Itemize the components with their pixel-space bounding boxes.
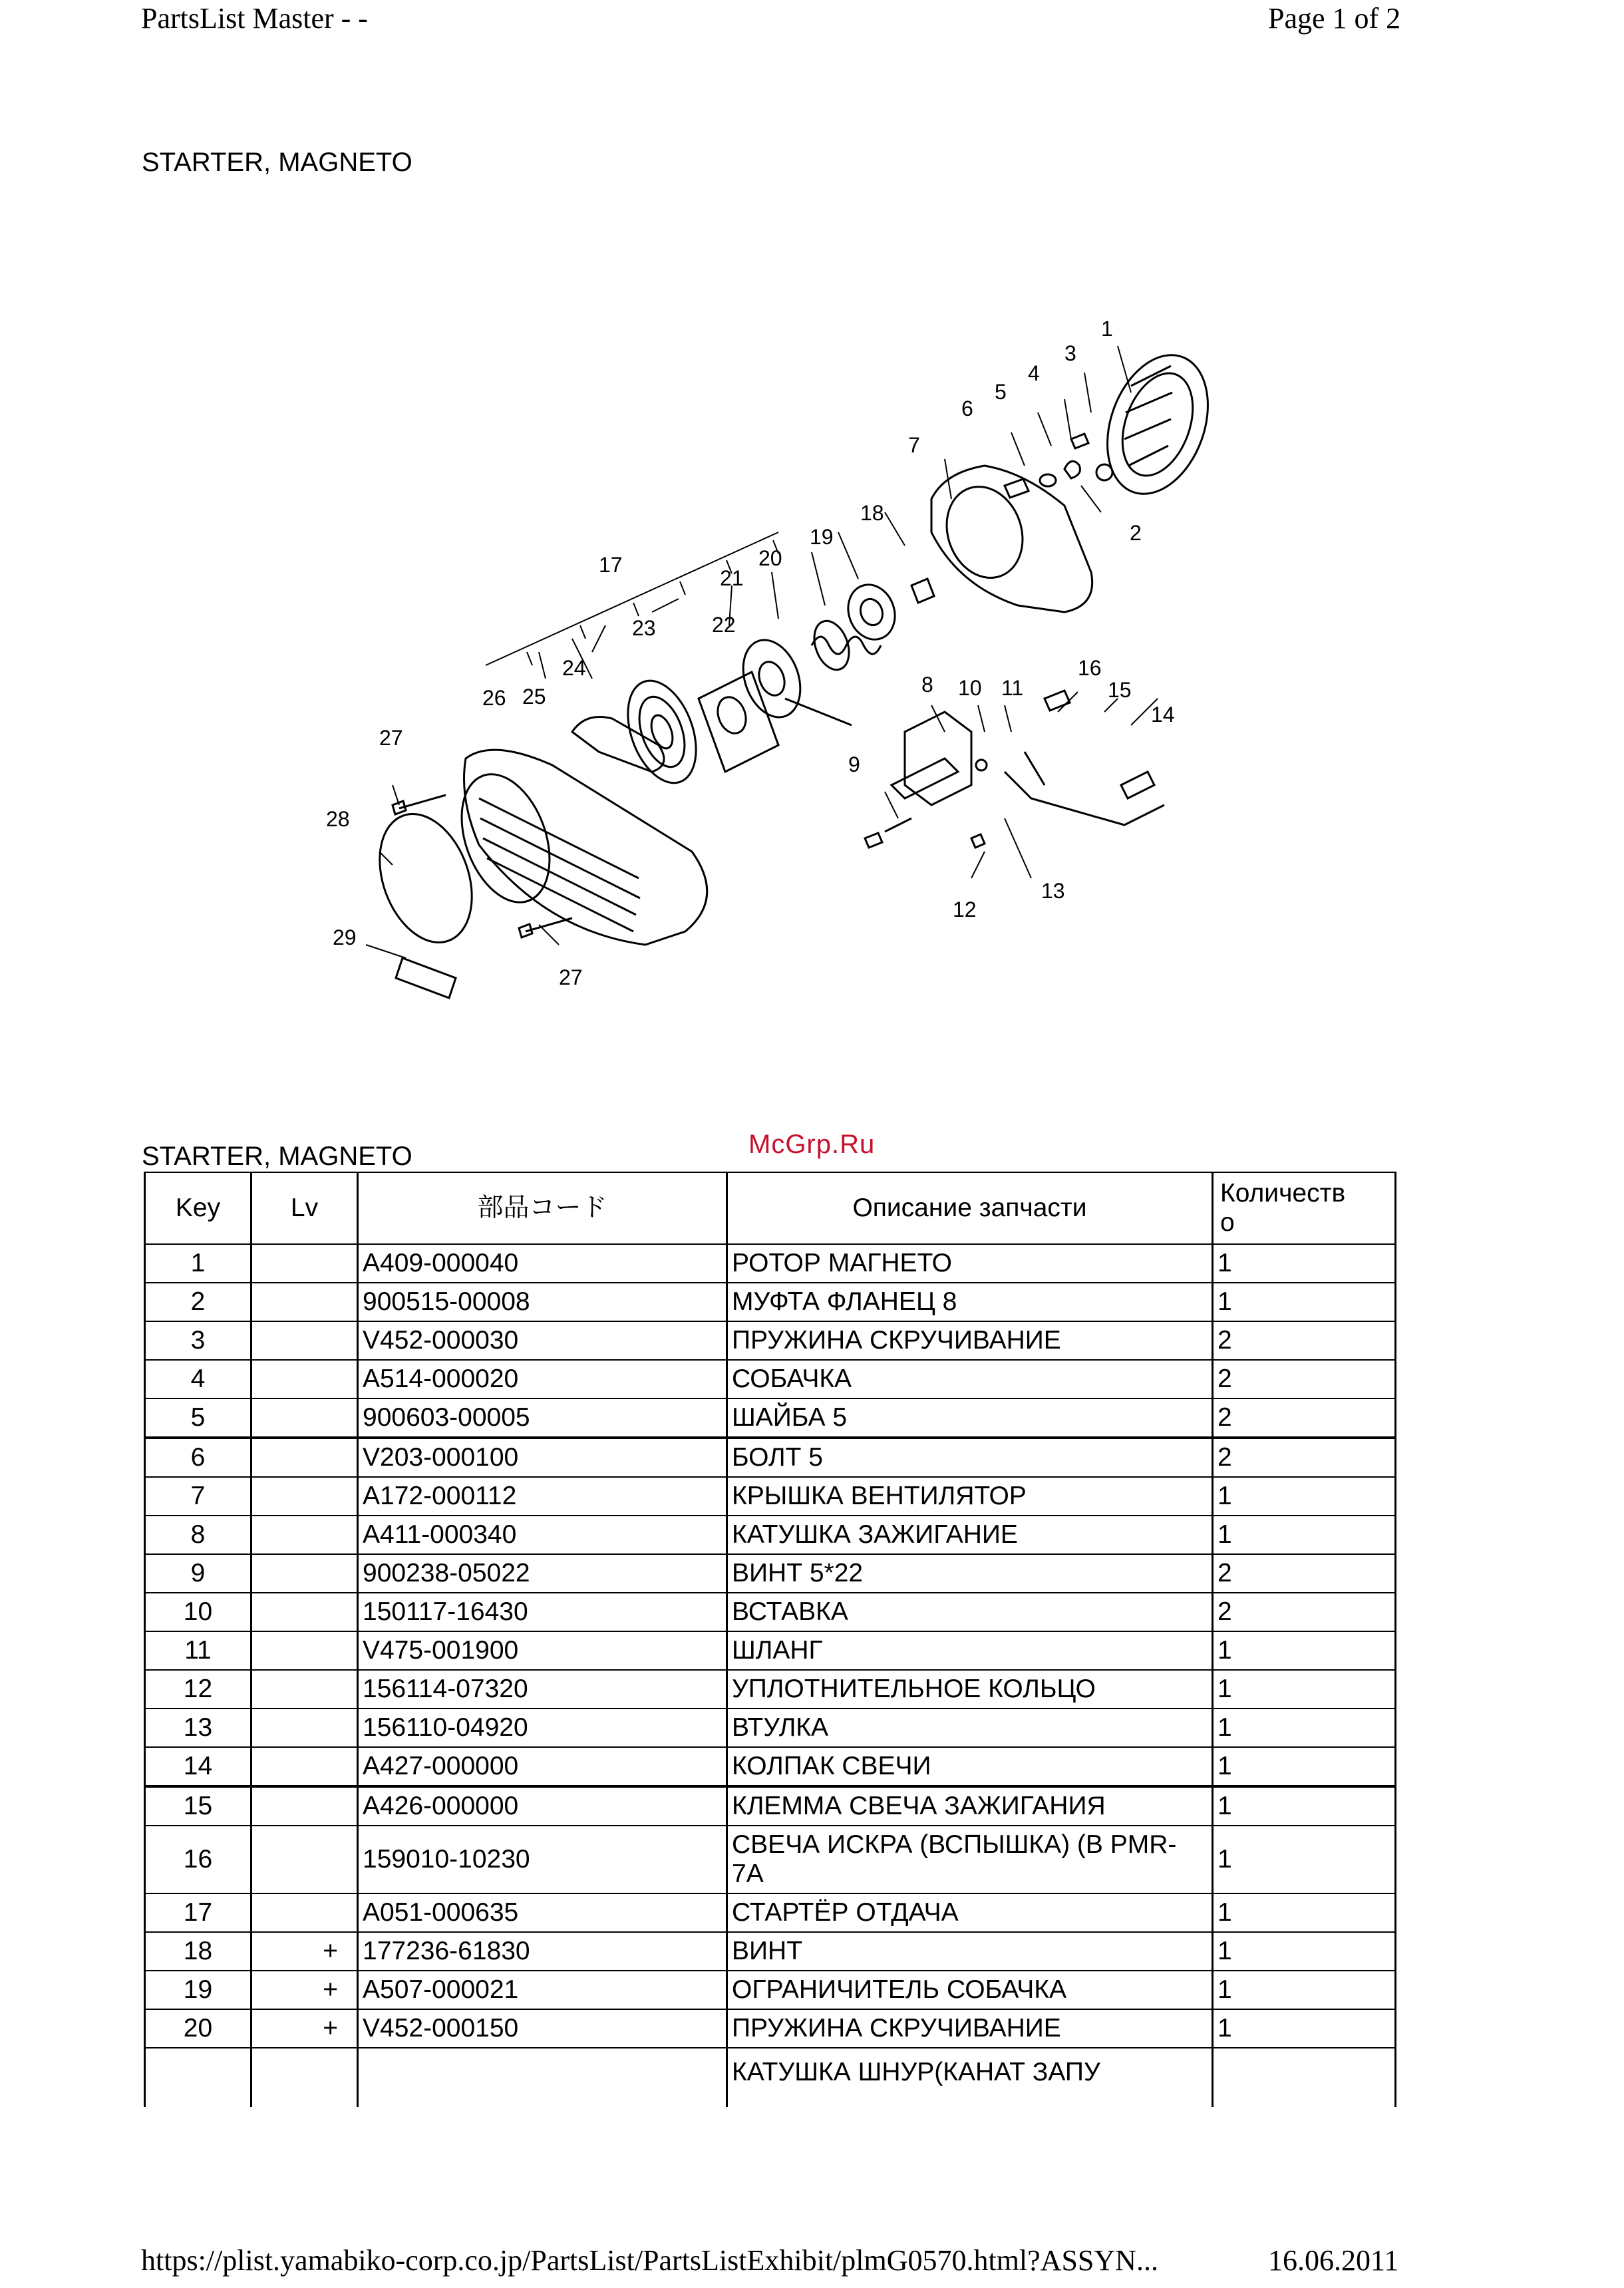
part-code-cell: A411-000340 [358, 1516, 727, 1554]
description-cell: СОБАЧКА [727, 1360, 1213, 1398]
description-cell: КРЫШКА ВЕНТИЛЯТОР [727, 1477, 1213, 1516]
level-cell [251, 1321, 358, 1360]
description-cell: ПРУЖИНА СКРУЧИВАНИЕ [727, 1321, 1213, 1360]
part-code-cell: 150117-16430 [358, 1593, 727, 1631]
key-cell: 9 [145, 1554, 251, 1593]
key-cell: 8 [145, 1516, 251, 1554]
part-code-cell: 177236-61830 [358, 1932, 727, 1971]
quantity-cell: 2 [1213, 1360, 1396, 1398]
part-code-cell: 900515-00008 [358, 1283, 727, 1321]
column-header-lv: Lv [251, 1172, 358, 1244]
footer-date: 16.06.2011 [1268, 2244, 1399, 2277]
level-cell [251, 1398, 358, 1438]
key-cell [145, 2048, 251, 2107]
quantity-cell: 1 [1213, 2009, 1396, 2048]
key-cell: 18 [145, 1932, 251, 1971]
callout-label: 4 [1028, 361, 1040, 385]
level-cell [251, 1516, 358, 1554]
quantity-cell: 1 [1213, 1283, 1396, 1321]
part-code-cell: 159010-10230 [358, 1826, 727, 1893]
callout-label: 1 [1101, 317, 1113, 341]
watermark: McGrp.Ru [748, 1130, 876, 1159]
column-header-description: Описание запчасти [727, 1172, 1213, 1244]
callout-label: 18 [860, 501, 884, 525]
level-cell [251, 1438, 358, 1477]
callout-label: 24 [562, 656, 586, 680]
description-cell: ВСТАВКА [727, 1593, 1213, 1631]
level-cell [251, 1747, 358, 1786]
description-cell: МУФТА ФЛАНЕЦ 8 [727, 1283, 1213, 1321]
column-header-key: Key [145, 1172, 251, 1244]
part-code-cell: V203-000100 [358, 1438, 727, 1477]
table-title: STARTER, MAGNETO [142, 1142, 412, 1171]
callout-label: 6 [961, 397, 973, 420]
level-cell: + [251, 1932, 358, 1971]
description-cell: КАТУШКА ЗАЖИГАНИЕ [727, 1516, 1213, 1554]
description-cell: ОГРАНИЧИТЕЛЬ СОБАЧКА [727, 1971, 1213, 2009]
part-code-cell: V452-000150 [358, 2009, 727, 2048]
header-title: PartsList Master - - [141, 2, 368, 35]
key-cell: 3 [145, 1321, 251, 1360]
description-cell: ШАЙБА 5 [727, 1398, 1213, 1438]
exploded-parts-diagram [306, 306, 1224, 1011]
key-cell: 16 [145, 1826, 251, 1893]
quantity-cell: 1 [1213, 1631, 1396, 1670]
starter-handle-part [572, 717, 664, 772]
table-row [145, 1709, 1396, 1747]
table-row [145, 1438, 1396, 1477]
description-cell: КОЛПАК СВЕЧИ [727, 1747, 1213, 1786]
quantity-cell: 2 [1213, 1321, 1396, 1360]
description-cell: КАТУШКА ШНУР(КАНАТ ЗАПУ [727, 2048, 1213, 2107]
key-cell: 1 [145, 1244, 251, 1283]
table-row [145, 1593, 1396, 1631]
table-row [145, 1244, 1396, 1283]
part-code-cell: A427-000000 [358, 1747, 727, 1786]
part-code-cell: A172-000112 [358, 1477, 727, 1516]
key-cell: 2 [145, 1283, 251, 1321]
callout-label: 23 [632, 616, 656, 640]
key-cell: 7 [145, 1477, 251, 1516]
bolt-part [519, 918, 572, 937]
table-row [145, 1321, 1396, 1360]
table-row [145, 2009, 1396, 2048]
callout-label: 7 [908, 433, 920, 457]
callout-label: 3 [1064, 341, 1076, 365]
table-row [145, 1477, 1396, 1516]
callout-label: 5 [995, 380, 1007, 404]
callout-label: 27 [559, 965, 583, 989]
part-code-cell: V475-001900 [358, 1631, 727, 1670]
level-cell [251, 1554, 358, 1593]
callout-label: 22 [712, 613, 736, 637]
description-cell: ПРУЖИНА СКРУЧИВАНИЕ [727, 2009, 1213, 2048]
level-cell: + [251, 1971, 358, 2009]
callout-label: 21 [720, 566, 744, 590]
level-cell [251, 1893, 358, 1932]
key-cell: 6 [145, 1438, 251, 1477]
quantity-cell: 1 [1213, 1709, 1396, 1747]
table-row [145, 1971, 1396, 2009]
callout-label: 25 [522, 685, 546, 709]
key-cell: 11 [145, 1631, 251, 1670]
quantity-cell: 2 [1213, 1438, 1396, 1477]
callout-label: 9 [848, 752, 860, 776]
description-cell: СТАРТЁР ОТДАЧА [727, 1893, 1213, 1932]
callout-label: 27 [379, 726, 403, 750]
part-code-cell: A514-000020 [358, 1360, 727, 1398]
bolt-part [393, 795, 446, 814]
recoil-spring-part [615, 671, 709, 792]
part-code-cell: 900238-05022 [358, 1554, 727, 1593]
level-cell [251, 1670, 358, 1709]
table-row [145, 1554, 1396, 1593]
level-cell [251, 1826, 358, 1893]
fan-cover-part [931, 466, 1092, 612]
spark-plug-lead-part [971, 691, 1164, 848]
callout-label: 26 [482, 686, 506, 710]
level-cell: + [251, 2009, 358, 2048]
table-row [145, 1283, 1396, 1321]
column-header-quantity: Количеств о [1213, 1172, 1396, 1244]
level-cell [251, 1786, 358, 1826]
table-row [145, 1786, 1396, 1826]
section-title: STARTER, MAGNETO [142, 148, 412, 177]
part-code-cell: 156114-07320 [358, 1670, 727, 1709]
description-cell: ВИНТ 5*22 [727, 1554, 1213, 1593]
callout-label: 13 [1041, 879, 1065, 903]
quantity-cell: 1 [1213, 1932, 1396, 1971]
quantity-cell: 1 [1213, 1244, 1396, 1283]
key-cell: 10 [145, 1593, 251, 1631]
description-cell: ВИНТ [727, 1932, 1213, 1971]
key-cell: 15 [145, 1786, 251, 1826]
quantity-cell: 2 [1213, 1593, 1396, 1631]
quantity-cell: 1 [1213, 1971, 1396, 2009]
part-code-cell [358, 2048, 727, 2107]
key-cell: 20 [145, 2009, 251, 2048]
key-cell: 13 [145, 1709, 251, 1747]
level-cell [251, 1283, 358, 1321]
quantity-cell: 1 [1213, 1747, 1396, 1786]
part-code-cell: A409-000040 [358, 1244, 727, 1283]
key-cell: 19 [145, 1971, 251, 2009]
callout-label: 15 [1108, 678, 1132, 702]
column-header-part-code: 部品コード [358, 1172, 727, 1244]
callout-label: 14 [1151, 703, 1175, 727]
quantity-cell: 1 [1213, 1786, 1396, 1826]
starter-case-part [445, 750, 707, 945]
part-code-cell: 156110-04920 [358, 1709, 727, 1747]
part-code-cell: A426-000000 [358, 1786, 727, 1826]
callout-label: 8 [921, 673, 933, 697]
description-cell: ШЛАНГ [727, 1631, 1213, 1670]
flywheel-rotor-part [1089, 341, 1224, 508]
part-code-cell: A507-000021 [358, 1971, 727, 2009]
quantity-cell: 1 [1213, 1670, 1396, 1709]
key-cell: 12 [145, 1670, 251, 1709]
table-row [145, 1932, 1396, 1971]
ignition-coil-part [865, 712, 971, 848]
level-cell [251, 2048, 358, 2107]
description-cell: БОЛТ 5 [727, 1438, 1213, 1477]
table-row [145, 1631, 1396, 1670]
level-cell [251, 1631, 358, 1670]
key-cell: 4 [145, 1360, 251, 1398]
table-row [145, 1747, 1396, 1786]
description-cell: УПЛОТНИТЕЛЬНОЕ КОЛЬЦО [727, 1670, 1213, 1709]
level-cell [251, 1244, 358, 1283]
table-row [145, 1398, 1396, 1438]
table-row [145, 1360, 1396, 1398]
callout-label: 12 [953, 898, 977, 921]
quantity-cell: 1 [1213, 1516, 1396, 1554]
level-cell [251, 1593, 358, 1631]
pawl-parts [1005, 434, 1088, 498]
description-cell: ВТУЛКА [727, 1709, 1213, 1747]
level-cell [251, 1360, 358, 1398]
table-row [145, 2048, 1396, 2107]
key-cell: 14 [145, 1747, 251, 1786]
parts-table [144, 1172, 1396, 2107]
quantity-cell [1213, 2048, 1396, 2107]
quantity-cell: 1 [1213, 1826, 1396, 1893]
callout-label: 20 [758, 546, 782, 570]
table-header-row [145, 1172, 1396, 1244]
part-code-cell: V452-000030 [358, 1321, 727, 1360]
callout-label: 17 [599, 553, 623, 577]
callout-label: 19 [810, 525, 834, 549]
level-cell [251, 1477, 358, 1516]
part-code-cell: 900603-00005 [358, 1398, 727, 1438]
footer-url: https://plist.yamabiko-corp.co.jp/PartsList/PartsListExhibit/plmG0570.html?ASSYN... [141, 2244, 1158, 2277]
callout-label: 10 [958, 676, 982, 700]
callout-label: 2 [1130, 521, 1142, 545]
plate-part [699, 672, 778, 772]
key-cell: 5 [145, 1398, 251, 1438]
table-row [145, 1893, 1396, 1932]
callout-label: 29 [333, 925, 357, 949]
quantity-cell: 2 [1213, 1398, 1396, 1438]
callout-label: 16 [1078, 656, 1102, 680]
callout-label: 28 [326, 807, 350, 831]
quantity-cell: 2 [1213, 1554, 1396, 1593]
callout-label: 11 [1001, 676, 1024, 700]
description-cell: РОТОР МАГНЕТО [727, 1244, 1213, 1283]
part-code-cell: A051-000635 [358, 1893, 727, 1932]
label-plate-part [396, 958, 456, 998]
quantity-cell: 1 [1213, 1477, 1396, 1516]
table-row [145, 1826, 1396, 1893]
page-indicator: Page 1 of 2 [1268, 2, 1401, 35]
table-row [145, 1516, 1396, 1554]
rope-reel-part [733, 632, 852, 725]
quantity-cell: 1 [1213, 1893, 1396, 1932]
parts-table-body [145, 1244, 1396, 2107]
table-row [145, 1670, 1396, 1709]
description-cell: СВЕЧА ИСКРА (ВСПЫШКА) (В PMR-7A [727, 1826, 1213, 1893]
description-cell: КЛЕММА СВЕЧА ЗАЖИГАНИЯ [727, 1786, 1213, 1826]
cover-disc-part [363, 801, 489, 955]
level-cell [251, 1709, 358, 1747]
key-cell: 17 [145, 1893, 251, 1932]
